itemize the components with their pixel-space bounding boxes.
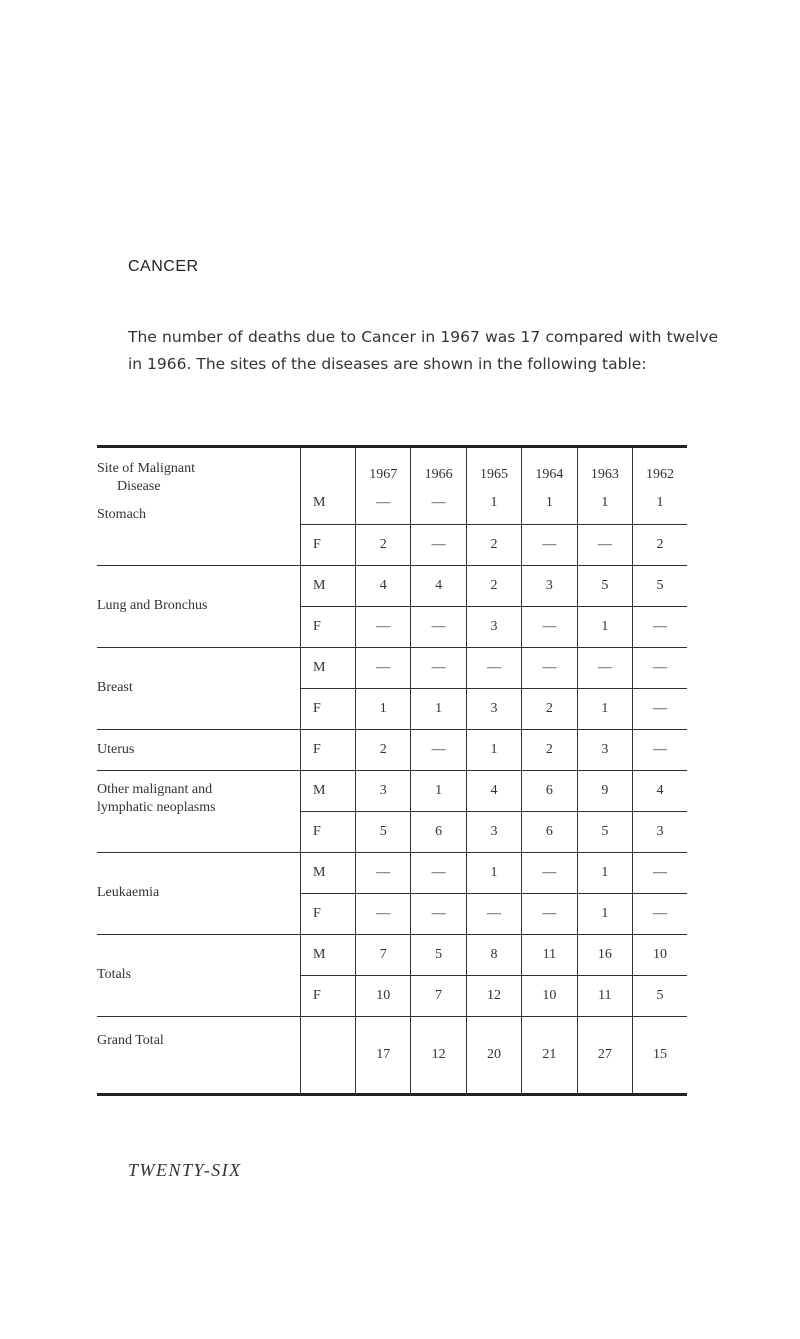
grand-total-row	[97, 1016, 687, 1093]
value-cell: 10	[356, 975, 411, 1016]
value-cell: —	[522, 606, 577, 647]
value-cell: —	[356, 606, 411, 647]
sex-cell: F	[301, 524, 356, 565]
year-header: 1967	[356, 448, 411, 483]
intro-text: The number of deaths due to Cancer in 1967 was 17 compared with twelve in 1966. The sites of the diseases are shown in the following table:	[128, 328, 718, 373]
grand-total-value: 17	[356, 1016, 411, 1093]
value-cell: —	[633, 688, 687, 729]
sex-cell: F	[301, 811, 356, 852]
value-cell: —	[633, 893, 687, 934]
value-cell: —	[466, 647, 521, 688]
value-cell: 12	[466, 975, 521, 1016]
value-cell: 4	[356, 565, 411, 606]
grand-total-value: 15	[633, 1016, 687, 1093]
value-cell: —	[411, 852, 466, 893]
value-cell: 7	[411, 975, 466, 1016]
table-row	[97, 565, 687, 606]
table-row	[97, 770, 687, 811]
value-cell: 5	[577, 565, 632, 606]
site-label-line2: lymphatic neoplasms	[97, 799, 216, 815]
sex-cell: M	[301, 934, 356, 975]
value-cell: —	[356, 483, 411, 524]
site-cell	[97, 770, 301, 852]
value-cell: 3	[356, 770, 411, 811]
value-cell: 3	[577, 729, 632, 770]
table-row	[97, 934, 687, 975]
value-cell: 3	[522, 565, 577, 606]
value-cell: 9	[577, 770, 632, 811]
value-cell: —	[522, 852, 577, 893]
value-cell: —	[411, 647, 466, 688]
value-cell: 7	[356, 934, 411, 975]
value-cell: 1	[577, 483, 632, 524]
site-label-line1: Other malignant and	[97, 781, 213, 797]
value-cell: 5	[577, 811, 632, 852]
year-header: 1962	[633, 448, 687, 483]
value-cell: —	[411, 606, 466, 647]
value-cell: —	[522, 647, 577, 688]
sex-cell: F	[301, 688, 356, 729]
value-cell: 2	[522, 688, 577, 729]
value-cell: 3	[466, 688, 521, 729]
sex-cell: M	[301, 852, 356, 893]
value-cell: —	[633, 852, 687, 893]
value-cell: —	[633, 729, 687, 770]
header-row	[97, 448, 687, 483]
value-cell: —	[356, 893, 411, 934]
value-cell: —	[633, 606, 687, 647]
grand-total-value: 27	[577, 1016, 632, 1093]
value-cell: 10	[522, 975, 577, 1016]
value-cell: —	[522, 893, 577, 934]
site-cell: Lung and Bronchus	[97, 565, 301, 647]
year-header: 1966	[411, 448, 466, 483]
cancer-deaths-table	[97, 445, 687, 1096]
value-cell: 1	[577, 893, 632, 934]
data-table	[97, 448, 687, 1093]
value-cell: 2	[356, 524, 411, 565]
value-cell: —	[466, 893, 521, 934]
value-cell: 5	[633, 565, 687, 606]
value-cell: 1	[466, 729, 521, 770]
site-cell: Totals	[97, 934, 301, 1016]
sex-cell: F	[301, 975, 356, 1016]
value-cell: —	[411, 524, 466, 565]
sex-header-cell	[301, 448, 356, 483]
value-cell: 2	[633, 524, 687, 565]
sex-cell: M	[301, 565, 356, 606]
table-row	[97, 647, 687, 688]
value-cell: 11	[577, 975, 632, 1016]
value-cell: 4	[411, 565, 466, 606]
value-cell: 3	[466, 811, 521, 852]
site-cell: Uterus	[97, 729, 301, 770]
value-cell: 2	[522, 729, 577, 770]
value-cell: 1	[466, 852, 521, 893]
grand-total-label: Grand Total	[97, 1032, 164, 1048]
site-cell: Leukaemia	[97, 852, 301, 934]
value-cell: 5	[411, 934, 466, 975]
value-cell: 6	[522, 811, 577, 852]
value-cell: 4	[466, 770, 521, 811]
table-row	[97, 524, 687, 565]
value-cell: 5	[356, 811, 411, 852]
sex-cell: M	[301, 647, 356, 688]
value-cell: 1	[411, 688, 466, 729]
value-cell: 8	[466, 934, 521, 975]
value-cell: 3	[633, 811, 687, 852]
value-cell: —	[411, 729, 466, 770]
year-header: 1964	[522, 448, 577, 483]
table-row	[97, 852, 687, 893]
value-cell: 1	[466, 483, 521, 524]
value-cell: —	[411, 893, 466, 934]
intro-paragraph	[128, 324, 718, 378]
table-row	[97, 729, 687, 770]
value-cell: —	[411, 483, 466, 524]
value-cell: 2	[356, 729, 411, 770]
sex-cell: F	[301, 606, 356, 647]
grand-total-value: 12	[411, 1016, 466, 1093]
value-cell: 1	[577, 688, 632, 729]
site-cell: Breast	[97, 647, 301, 729]
sex-cell: M	[301, 483, 356, 524]
value-cell: 2	[466, 565, 521, 606]
value-cell: 5	[633, 975, 687, 1016]
value-cell: 2	[466, 524, 521, 565]
sex-cell: M	[301, 770, 356, 811]
page-footer: TWENTY-SIX	[128, 1160, 242, 1180]
value-cell: —	[577, 524, 632, 565]
site-header-line2: Disease	[117, 479, 161, 494]
value-cell: 1	[522, 483, 577, 524]
page-heading: CANCER	[128, 258, 199, 275]
value-cell: 16	[577, 934, 632, 975]
sex-cell: F	[301, 729, 356, 770]
site-stomach: Stomach	[97, 507, 146, 522]
value-cell: 1	[577, 606, 632, 647]
value-cell: 11	[522, 934, 577, 975]
value-cell: 10	[633, 934, 687, 975]
grand-total-value: 20	[466, 1016, 521, 1093]
value-cell: 6	[411, 811, 466, 852]
grand-total-value: 21	[522, 1016, 577, 1093]
site-header-line1: Site of Malignant	[97, 461, 195, 476]
value-cell: —	[577, 647, 632, 688]
value-cell: —	[356, 647, 411, 688]
value-cell: 3	[466, 606, 521, 647]
value-cell: —	[522, 524, 577, 565]
sex-cell: F	[301, 893, 356, 934]
sex-cell	[301, 1016, 356, 1093]
value-cell: 6	[522, 770, 577, 811]
site-header-cell	[97, 448, 301, 524]
year-header: 1963	[577, 448, 632, 483]
value-cell: —	[633, 647, 687, 688]
value-cell: 1	[411, 770, 466, 811]
value-cell: —	[356, 852, 411, 893]
value-cell: 1	[633, 483, 687, 524]
value-cell: 1	[356, 688, 411, 729]
value-cell: 4	[633, 770, 687, 811]
year-header: 1965	[466, 448, 521, 483]
site-cell	[97, 524, 301, 565]
value-cell: 1	[577, 852, 632, 893]
